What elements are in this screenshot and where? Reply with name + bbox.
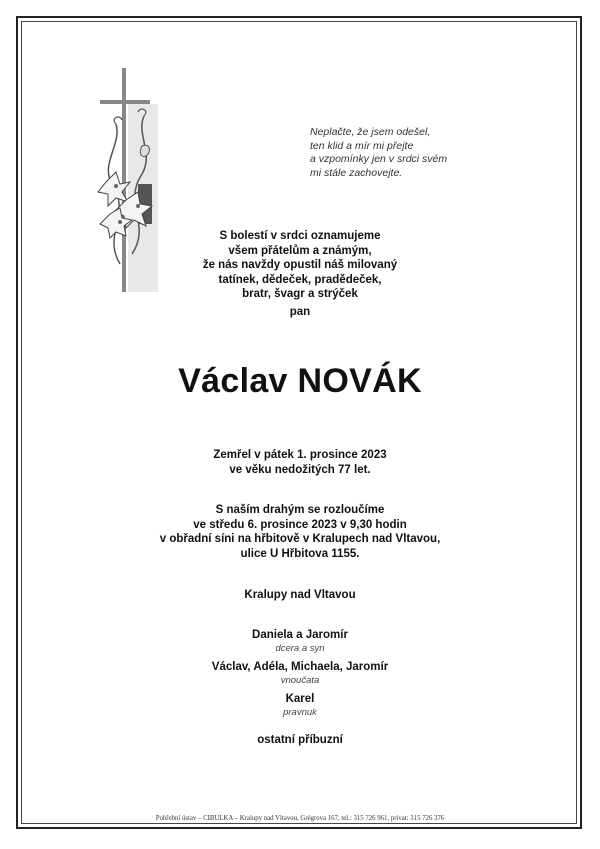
death-info-line: Zemřel v pátek 1. prosince 2023 <box>213 449 387 461</box>
mourner-names: Václav, Adéla, Michaela, Jaromír <box>211 661 389 673</box>
mourner-relation: dcera a syn <box>275 642 325 654</box>
place: Kralupy nad Vltavou <box>244 589 356 601</box>
ceremony-line: S naším drahým se rozloučíme <box>215 504 385 516</box>
death-info-line: ve věku nedožitých 77 let. <box>229 463 371 476</box>
announcement-line: S bolestí v srdci oznamujeme <box>219 230 381 242</box>
announcement-line: tatínek, dědeček, pradědeček, <box>218 273 382 286</box>
deceased-name: Václav NOVÁK <box>178 362 422 400</box>
ceremony-info <box>0 503 600 561</box>
poem-line: mi stále zachovejte. <box>310 166 403 179</box>
ceremony-line: v obřadní síni na hřbitově v Kralupech nad Vltavou, <box>159 533 441 545</box>
poem-line: a vzpomínky jen v srdci svém <box>310 153 448 165</box>
mourner-names: Karel <box>285 693 315 705</box>
ceremony-line: ve středu 6. prosince 2023 v 9,30 hodin <box>193 518 407 531</box>
poem <box>310 126 510 180</box>
announcement <box>170 229 430 302</box>
mourner-relation: pravnuk <box>283 706 317 718</box>
announcement-line: že nás navždy opustil náš milovaný <box>202 259 398 271</box>
footer-funeral-service: Pohřební ústav – CIBULKA – Kralupy nad Vltavou, Grégrova 167, tel.: 315 726 961, privat: 315 726 376 <box>155 815 445 822</box>
announcement-line: bratr, švagr a strýček <box>242 288 358 300</box>
announcement-line: všem přátelům a známým, <box>228 244 372 257</box>
other-relatives: ostatní příbuzní <box>257 734 343 746</box>
mourner-group <box>0 628 600 655</box>
title-word: pan <box>289 306 311 318</box>
ceremony-line: ulice U Hřbitova 1155. <box>240 547 360 560</box>
mourner-group <box>0 692 600 719</box>
mourner-group <box>0 660 600 687</box>
cross-with-lilies-icon <box>92 64 174 296</box>
poem-line: Neplačte, že jsem odešel, <box>310 126 431 138</box>
death-info <box>0 448 600 477</box>
mourner-names: Daniela a Jaromír <box>252 629 348 641</box>
mourner-relation: vnoučata <box>280 674 320 686</box>
poem-line: ten klid a mír mi přejte <box>310 139 414 152</box>
